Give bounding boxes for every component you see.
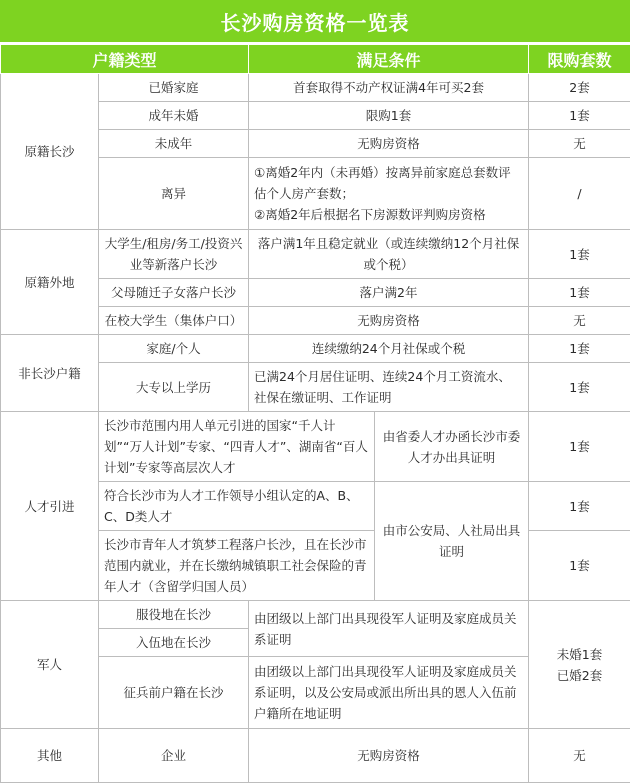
limit: 1套: [529, 531, 630, 601]
sub-type: 长沙市青年人才筑梦工程落户长沙，且在长沙市范围内就业，并在长缴纳城镇职工社会保险的青年人才（含留学归国人员）: [99, 531, 375, 601]
group-label: 军人: [1, 601, 99, 729]
limit: 2套: [529, 74, 630, 102]
sub-type: 已婚家庭: [99, 74, 249, 102]
condition: 落户满2年: [249, 279, 529, 307]
header-condition: 满足条件: [249, 45, 529, 74]
group-label: 原籍长沙: [1, 74, 99, 230]
condition: 首套取得不动产权证满4年可买2套: [249, 74, 529, 102]
condition: 限购1套: [249, 102, 529, 130]
sub-type: 大学生/租房/务工/投资兴业等新落户长沙: [99, 230, 249, 279]
sub-type: 家庭/个人: [99, 335, 249, 363]
condition: 无购房资格: [249, 130, 529, 158]
sub-type: 大专以上学历: [99, 363, 249, 412]
table-row: [1, 729, 630, 783]
sub-type: 长沙市范围内用人单元引进的国家“千人计划”“万人计划”专家、“四青人才”、湖南省“百人计划”专家等高层次人才: [99, 412, 375, 482]
table-row: [1, 230, 630, 279]
condition: 由市公安局、人社局出具证明: [375, 482, 529, 601]
header-row: [1, 45, 630, 74]
header-limit: 限购套数: [529, 45, 630, 74]
table-row: [1, 335, 630, 363]
sub-type: 父母随迁子女落户长沙: [99, 279, 249, 307]
group-label: 其他: [1, 729, 99, 783]
sub-type: 符合长沙市为人才工作领导小组认定的A、B、C、D类人才: [99, 482, 375, 531]
table-row: [1, 74, 630, 102]
group-label: 人才引进: [1, 412, 99, 601]
limit: 1套: [529, 363, 630, 412]
table-row: [1, 601, 630, 629]
sub-type: 征兵前户籍在长沙: [99, 657, 249, 729]
sub-type: 未成年: [99, 130, 249, 158]
limit: 无: [529, 729, 630, 783]
sub-type: 在校大学生（集体户口）: [99, 307, 249, 335]
condition: ①离婚2年内（未再婚）按离异前家庭总套数评估个人房产套数； ②离婚2年后根据名下房源数评判购房资格: [249, 158, 529, 230]
condition: 由省委人才办函长沙市委人才办出具证明: [375, 412, 529, 482]
limit: 1套: [529, 102, 630, 130]
table-row: [1, 412, 630, 482]
sub-type: 成年未婚: [99, 102, 249, 130]
limit: 1套: [529, 230, 630, 279]
condition: 已满24个月居住证明、连续24个月工资流水、社保在缴证明、工作证明: [249, 363, 529, 412]
condition: 连续缴纳24个月社保或个税: [249, 335, 529, 363]
sub-type: 企业: [99, 729, 249, 783]
group-label: 非长沙户籍: [1, 335, 99, 412]
limit: 1套: [529, 412, 630, 482]
condition: 由团级以上部门出具现役军人证明及家庭成员关系证明，以及公安局或派出所出具的恩人入伍前户籍所在地证明: [249, 657, 529, 729]
qualification-table: [0, 44, 630, 783]
sub-type: 入伍地在长沙: [99, 629, 249, 657]
group-label: 原籍外地: [1, 230, 99, 335]
page-title: 长沙购房资格一览表: [0, 0, 630, 42]
limit: 1套: [529, 279, 630, 307]
header-type: 户籍类型: [1, 45, 249, 74]
condition: 无购房资格: [249, 729, 529, 783]
limit: /: [529, 158, 630, 230]
limit: 无: [529, 307, 630, 335]
limit: 无: [529, 130, 630, 158]
limit: 1套: [529, 482, 630, 531]
condition: 由团级以上部门出具现役军人证明及家庭成员关系证明: [249, 601, 529, 657]
limit: 未婚1套 已婚2套: [529, 601, 630, 729]
condition: 无购房资格: [249, 307, 529, 335]
limit: 1套: [529, 335, 630, 363]
sub-type: 服役地在长沙: [99, 601, 249, 629]
condition: 落户满1年且稳定就业（或连续缴纳12个月社保或个税）: [249, 230, 529, 279]
sub-type: 离异: [99, 158, 249, 230]
